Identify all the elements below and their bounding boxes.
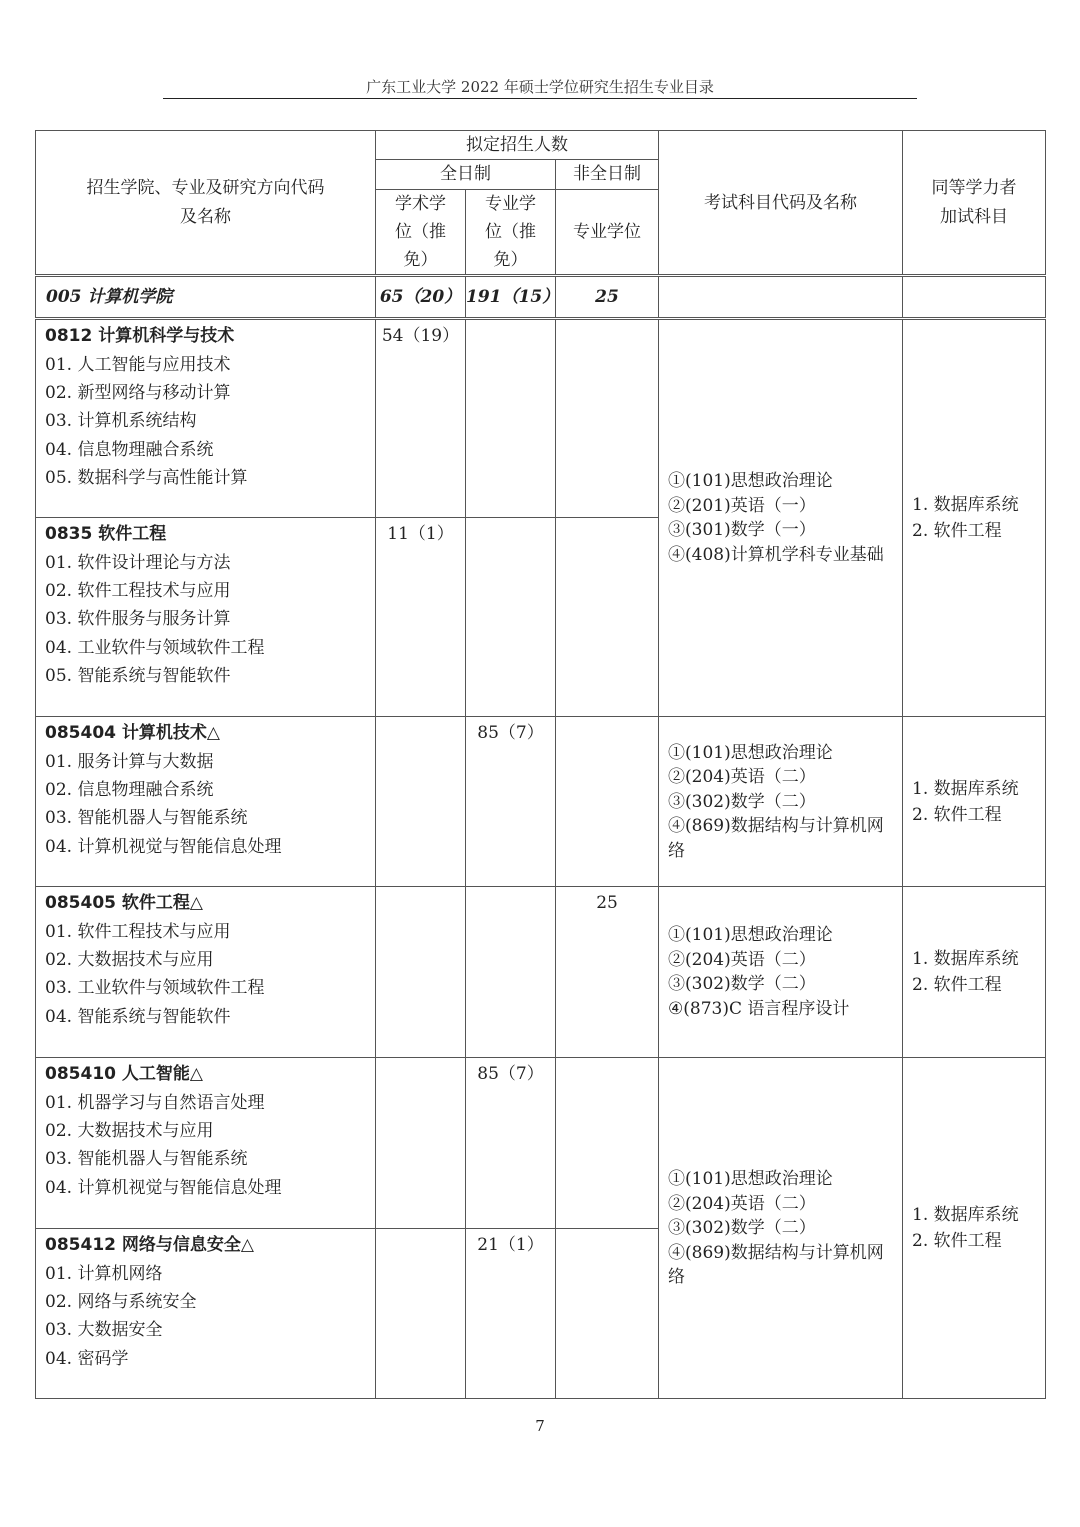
header-part-professional: 专业学位 <box>556 189 659 276</box>
page-number: 7 <box>535 1417 545 1435</box>
program-cell <box>36 1229 376 1399</box>
quota-part-time <box>556 1229 659 1399</box>
direction: 03. 软件服务与服务计算 <box>45 609 231 630</box>
direction: 04. 信息物理融合系统 <box>45 439 214 460</box>
direction: 03. 大数据安全 <box>45 1320 163 1341</box>
direction: 02. 信息物理融合系统 <box>45 780 214 801</box>
direction: 03. 工业软件与领域软件工程 <box>45 978 265 999</box>
header-rule <box>163 98 917 99</box>
header-program: 招生学院、专业及研究方向代码及名称 <box>36 131 376 276</box>
direction: 02. 大数据技术与应用 <box>45 950 214 971</box>
program-row <box>36 319 1046 518</box>
header-extra: 同等学力者加试科目 <box>903 131 1046 276</box>
program-cell <box>36 518 376 717</box>
direction: 01. 软件设计理论与方法 <box>45 552 231 573</box>
quota-academic: 54（19） <box>376 319 466 518</box>
direction: 05. 数据科学与高性能计算 <box>45 467 248 488</box>
quota-academic <box>376 1058 466 1229</box>
direction: 01. 机器学习与自然语言处理 <box>45 1092 265 1113</box>
quota-professional: 21（1） <box>466 1229 556 1399</box>
program-row <box>36 717 1046 887</box>
header-professional: 专业学位（推免） <box>466 189 556 276</box>
college-extra <box>903 276 1046 319</box>
program-title: 0835 软件工程 <box>45 524 167 545</box>
page-header-title: 广东工业大学 2022 年硕士学位研究生招生专业目录 <box>366 78 714 96</box>
program-title: 085412 网络与信息安全△ <box>45 1235 254 1256</box>
direction: 03. 智能机器人与智能系统 <box>45 1149 248 1170</box>
college-academic: 65（20） <box>376 276 466 319</box>
extra-subjects: 1. 数据库系统 2. 软件工程 <box>903 717 1046 887</box>
header-full-time: 全日制 <box>376 160 556 189</box>
direction: 01. 计算机网络 <box>45 1263 163 1284</box>
exam-subjects: ①(101)思想政治理论 ②(201)英语（一） ③(301)数学（一） ④(408)计算机学科专业基础 <box>659 319 903 717</box>
program-cell <box>36 887 376 1058</box>
quota-part-time <box>556 518 659 717</box>
college-part-time: 25 <box>556 276 659 319</box>
direction: 04. 计算机视觉与智能信息处理 <box>45 836 282 857</box>
direction: 01. 软件工程技术与应用 <box>45 921 231 942</box>
direction: 03. 计算机系统结构 <box>45 411 197 432</box>
program-title: 085410 人工智能△ <box>45 1064 203 1085</box>
direction: 01. 人工智能与应用技术 <box>45 354 231 375</box>
college-professional: 191（15） <box>466 276 556 319</box>
quota-part-time: 25 <box>556 887 659 1058</box>
direction: 05. 智能系统与智能软件 <box>45 665 231 686</box>
quota-professional: 85（7） <box>466 1058 556 1229</box>
program-title: 0812 计算机科学与技术 <box>45 326 235 347</box>
quota-professional <box>466 518 556 717</box>
program-title: 085404 计算机技术△ <box>45 723 220 744</box>
exam-subjects: ①(101)思想政治理论 ②(204)英语（二） ③(302)数学（二） ④(869)数据结构与计算机网络 <box>659 1058 903 1399</box>
program-cell <box>36 717 376 887</box>
direction: 04. 计算机视觉与智能信息处理 <box>45 1177 282 1198</box>
program-cell <box>36 1058 376 1229</box>
direction: 02. 网络与系统安全 <box>45 1292 197 1313</box>
quota-academic <box>376 1229 466 1399</box>
quota-professional: 85（7） <box>466 717 556 887</box>
quota-academic <box>376 717 466 887</box>
extra-subjects: 1. 数据库系统 2. 软件工程 <box>903 887 1046 1058</box>
header-planned: 拟定招生人数 <box>376 131 659 160</box>
quota-professional <box>466 887 556 1058</box>
header-part-time: 非全日制 <box>556 160 659 189</box>
college-name: 005 计算机学院 <box>36 276 376 319</box>
quota-part-time <box>556 1058 659 1229</box>
college-exam <box>659 276 903 319</box>
direction: 04. 工业软件与领域软件工程 <box>45 637 265 658</box>
quota-academic: 11（1） <box>376 518 466 717</box>
program-title: 085405 软件工程△ <box>45 893 203 914</box>
exam-subjects: ①(101)思想政治理论 ②(204)英语（二） ③(302)数学（二） ④(869)数据结构与计算机网络 <box>659 717 903 887</box>
catalog-table <box>35 130 1046 1399</box>
quota-academic <box>376 887 466 1058</box>
quota-part-time <box>556 319 659 518</box>
header-exam: 考试科目代码及名称 <box>659 131 903 276</box>
direction: 04. 智能系统与智能软件 <box>45 1006 231 1027</box>
direction: 01. 服务计算与大数据 <box>45 751 214 772</box>
exam-subjects: ①(101)思想政治理论 ②(204)英语（二） ③(302)数学（二） ④(873)C 语言程序设计 <box>659 887 903 1058</box>
college-row <box>36 276 1046 319</box>
direction: 02. 软件工程技术与应用 <box>45 581 231 602</box>
header-academic: 学术学位（推免） <box>376 189 466 276</box>
program-row <box>36 887 1046 1058</box>
direction: 02. 大数据技术与应用 <box>45 1121 214 1142</box>
quota-part-time <box>556 717 659 887</box>
direction: 02. 新型网络与移动计算 <box>45 383 231 404</box>
program-row <box>36 1058 1046 1229</box>
direction: 03. 智能机器人与智能系统 <box>45 808 248 829</box>
quota-professional <box>466 319 556 518</box>
extra-subjects: 1. 数据库系统 2. 软件工程 <box>903 319 1046 717</box>
program-cell <box>36 319 376 518</box>
extra-subjects: 1. 数据库系统 2. 软件工程 <box>903 1058 1046 1399</box>
direction: 04. 密码学 <box>45 1348 129 1369</box>
